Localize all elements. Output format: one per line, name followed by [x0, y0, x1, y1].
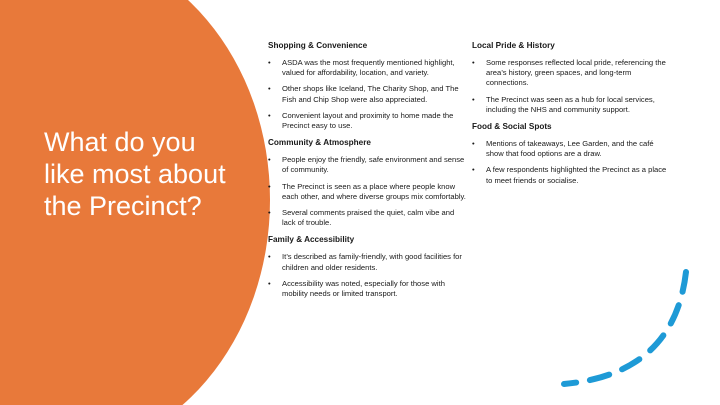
section-heading: Local Pride & History [472, 41, 555, 50]
section-local-pride-history [472, 40, 672, 115]
list-item [268, 252, 468, 272]
list-item [268, 279, 468, 299]
list-item [268, 111, 468, 131]
bullet-icon: • [472, 94, 475, 104]
list-item [472, 58, 672, 89]
bullet-icon: • [472, 139, 475, 149]
bullet-list [268, 252, 468, 299]
right-column [472, 40, 672, 192]
list-item [472, 95, 672, 115]
list-item-text: The Precinct was seen as a hub for local services, including the NHS and community support. [486, 94, 655, 114]
list-item [268, 208, 468, 228]
bullet-icon: • [268, 181, 271, 191]
list-item-text: Convenient layout and proximity to home made the Precinct easy to use. [282, 110, 454, 131]
slide-title: What do you like most about the Precinct? [44, 127, 226, 221]
list-item [472, 139, 672, 159]
section-heading: Family & Accessibility [268, 235, 355, 245]
bullet-list [268, 58, 468, 131]
left-column [268, 40, 468, 305]
section-community-atmosphere [268, 137, 468, 228]
bullet-icon: • [268, 155, 271, 165]
list-item-text: People enjoy the friendly, safe environment and sense of community. [282, 155, 465, 175]
list-item-text: Mentions of takeaways, Lee Garden, and the café show that food options are a draw. [486, 139, 654, 159]
list-item-text: It’s described as family-friendly, with good facilities for children and older residents. [282, 252, 462, 272]
list-item [268, 84, 468, 104]
section-heading: Food & Social Spots [472, 122, 552, 132]
bullet-icon: • [472, 58, 475, 67]
list-item-text: Some responses reflected local pride, referencing the area’s history, green spaces, and long-term connections. [486, 58, 666, 88]
bullet-icon: • [472, 165, 475, 175]
section-food-social-spots [472, 121, 672, 186]
list-item [268, 155, 468, 175]
list-item [268, 182, 468, 202]
bullet-icon: • [268, 208, 271, 218]
bullet-icon: • [268, 278, 271, 288]
bullet-icon: • [268, 110, 271, 120]
list-item-text: Other shops like Iceland, The Charity Shop, and The Fish and Chip Shop were also appreciated. [282, 84, 459, 104]
bullet-icon: • [268, 252, 271, 262]
section-family-accessibility [268, 234, 468, 299]
dashed-arc-decoration [556, 264, 706, 394]
list-item-text: The Precinct is seen as a place where people know each other, and where diverse groups mix comfortably. [282, 181, 466, 201]
bullet-list [472, 139, 672, 186]
list-item [268, 58, 468, 78]
list-item-text: A few respondents highlighted the Precinct as a place to meet friends or socialise. [486, 165, 667, 185]
list-item-text: Accessibility was noted, especially for those with mobility needs or limited transport. [282, 278, 445, 299]
bullet-list [268, 155, 468, 228]
section-shopping-convenience [268, 40, 468, 131]
list-item-text: Several comments praised the quiet, calm vibe and lack of trouble. [282, 208, 455, 228]
bullet-icon: • [268, 58, 271, 67]
section-heading: Shopping & Convenience [268, 41, 368, 50]
section-heading: Community & Atmosphere [268, 138, 371, 148]
list-item-text: ASDA was the most frequently mentioned highlight, valued for affordability, location, and variety. [282, 58, 455, 78]
bullet-icon: • [268, 84, 271, 94]
bullet-list [472, 58, 672, 115]
list-item [472, 165, 672, 185]
